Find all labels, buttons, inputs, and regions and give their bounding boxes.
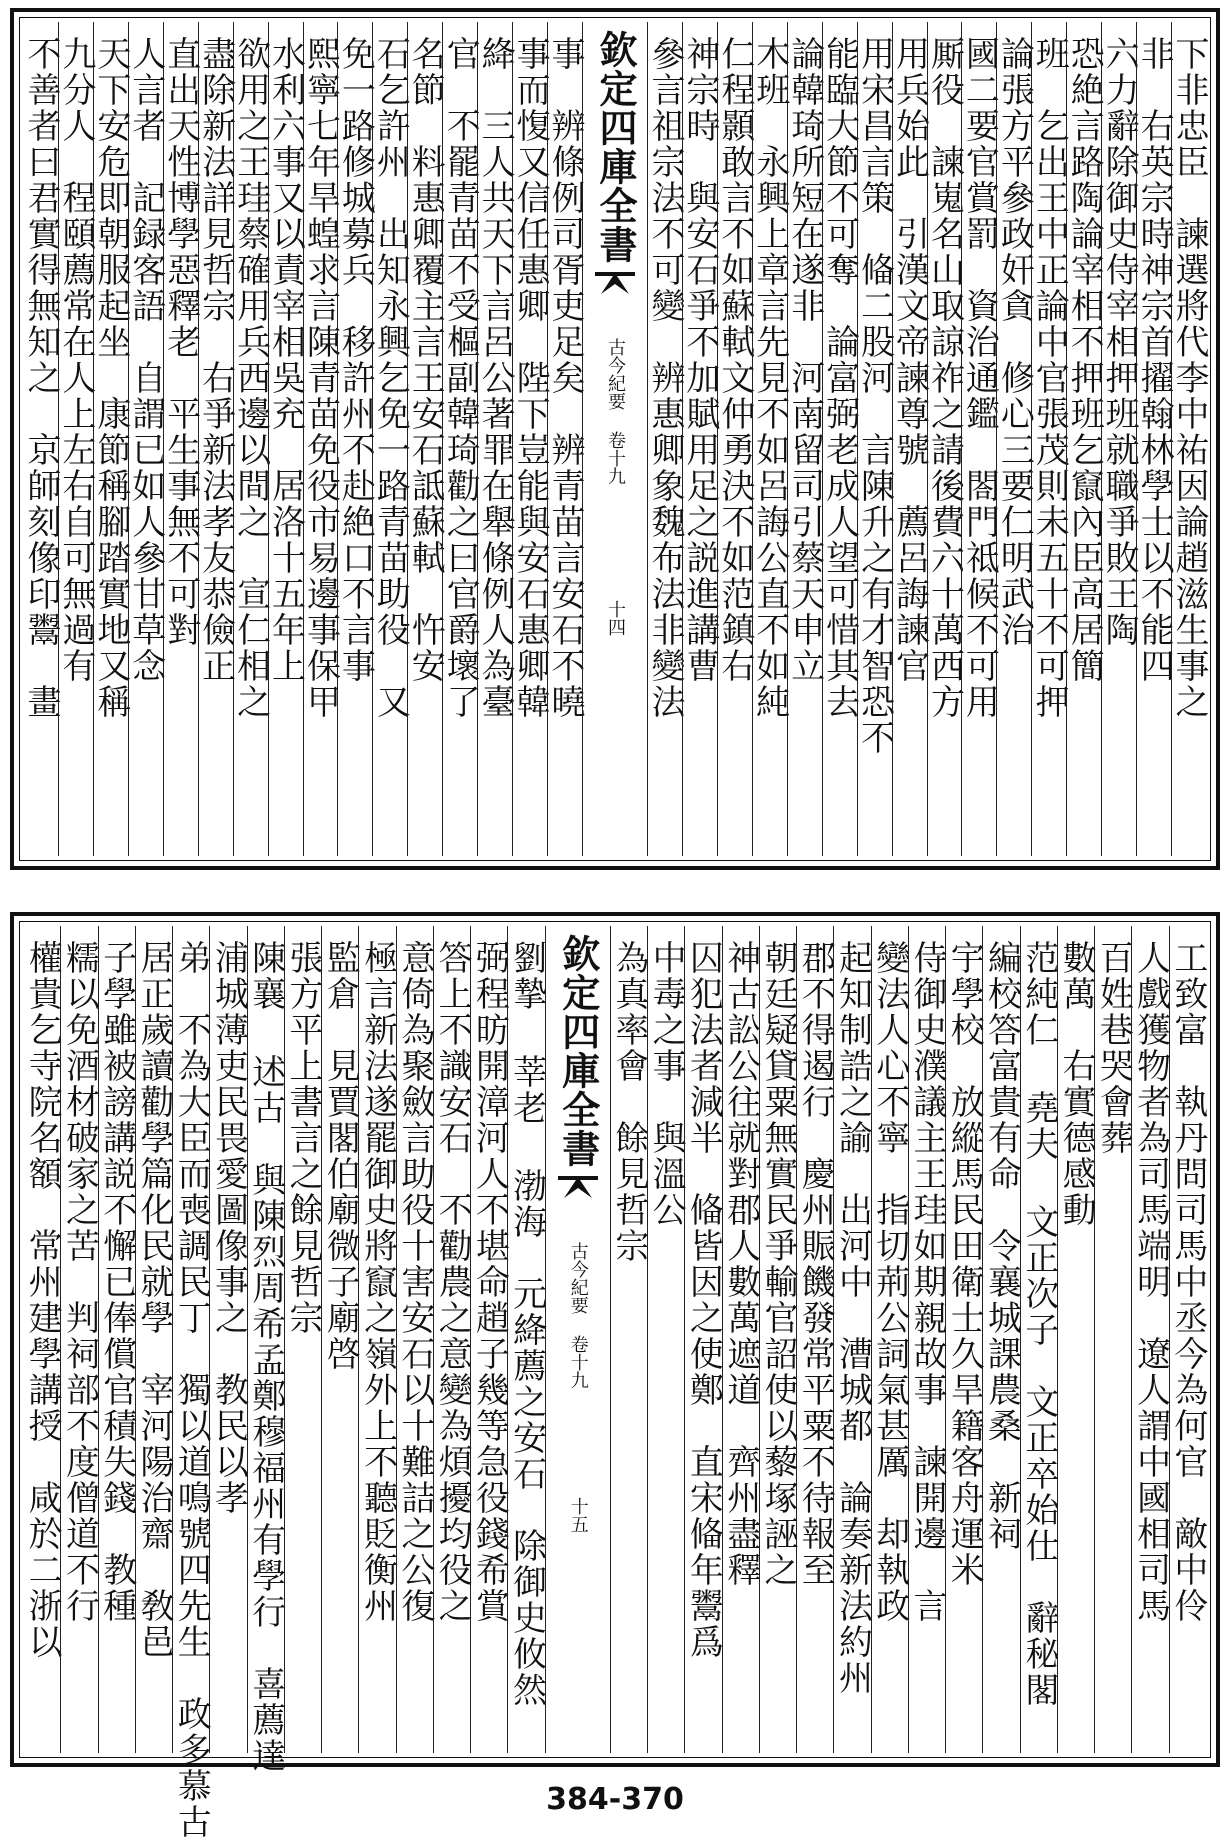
text-column bbox=[959, 22, 1000, 856]
center-fold-column bbox=[582, 22, 647, 856]
column-text: 國二要官賞罰 資治通鑑 閤門祗候不可用 bbox=[959, 36, 1000, 720]
text-column bbox=[357, 926, 398, 1753]
column-text: 張方平上書言之餘見哲宗 bbox=[283, 940, 324, 1336]
text-column bbox=[245, 926, 286, 1774]
column-text: 極言新法遂罷御史將竄之嶺外上不聽貶衡州 bbox=[357, 940, 398, 1624]
text-column bbox=[510, 22, 551, 856]
text-column bbox=[20, 22, 61, 856]
text-column bbox=[335, 22, 376, 856]
text-column bbox=[475, 22, 516, 856]
column-text: 數萬 右實德感動 bbox=[1056, 940, 1097, 1228]
column-text: 木班 永興上章言先見不如呂誨公直不如純 bbox=[749, 36, 790, 720]
column-text: 朝廷疑貸粟無實民爭輸官詔使以藜塚誣之 bbox=[757, 940, 798, 1588]
column-text: 論張方平參政奸貪 修心三要仁明武治 bbox=[994, 36, 1035, 648]
text-column bbox=[610, 926, 647, 1753]
column-text: 范純仁 堯夫 文正次子 文正卒始仕 辭秘閣 bbox=[1018, 940, 1059, 1708]
text-column bbox=[646, 926, 687, 1753]
text-column bbox=[722, 926, 759, 1753]
text-column bbox=[907, 926, 948, 1753]
text-column bbox=[679, 22, 720, 856]
leaf-number: 十五 bbox=[567, 1497, 589, 1533]
text-column bbox=[440, 22, 481, 856]
column-text: 陳襄 述古 與陳烈周希孟鄭穆福州有學行 喜薦達 bbox=[245, 940, 286, 1774]
column-text: 盡除新法詳見哲宗 右爭新法孝友恭儉正 bbox=[195, 36, 236, 684]
text-column bbox=[1064, 22, 1105, 856]
text-column bbox=[889, 22, 930, 856]
column-text: 班 乞出王中正論中官張茂則未五十不可押 bbox=[1029, 36, 1070, 720]
column-text: 下非忠臣 諫選將代李中祐因論趙滋生事之 bbox=[1169, 36, 1210, 720]
text-column bbox=[55, 22, 96, 856]
column-text: 厮役 諫嵬名山取諒祚之請後費六十萬西方 bbox=[924, 36, 965, 720]
column-text: 論韓琦所短在遂非 河南留司引蔡天申立 bbox=[784, 36, 825, 684]
fish-tail-mark-icon bbox=[558, 1176, 598, 1202]
column-text: 神宗時 與安石爭不加賦用足之説進講曹 bbox=[679, 36, 720, 684]
text-column bbox=[469, 926, 510, 1753]
column-text: 能臨大節不可奪 論富弼老成人望可惜其去 bbox=[819, 36, 860, 720]
text-column bbox=[432, 926, 473, 1753]
text-column bbox=[784, 22, 825, 856]
text-column bbox=[1134, 22, 1175, 856]
column-text: 子學雖被謗講説不懈已俸償官積失錢 教種 bbox=[96, 940, 137, 1624]
column-text: 糯以免酒材破家之苦 判祠部不度僧道不行 bbox=[59, 940, 100, 1624]
volume-label: 古今紀要 卷十九 bbox=[605, 338, 626, 485]
fish-tail-mark-icon bbox=[595, 272, 635, 298]
column-text: 權貴乞寺院名額 常州建學講授 咸於二浙以 bbox=[22, 940, 63, 1660]
column-text: 人戲獲物者為司馬端明 遼人謂中國相司馬 bbox=[1130, 940, 1171, 1624]
column-text: 直出天性博學惡釋老 平生事無不可對 bbox=[160, 36, 201, 648]
text-column bbox=[994, 22, 1035, 856]
column-text: 郡不得遏行 慶州賑饑發常平粟不待報至 bbox=[795, 940, 836, 1588]
text-column bbox=[749, 22, 790, 856]
upper-page-columns bbox=[20, 22, 1210, 856]
page-footer-number: 384-370 bbox=[546, 1782, 684, 1817]
text-column bbox=[506, 926, 547, 1753]
column-text: 變法人心不寧 指切荊公詞氣甚厲 却執政 bbox=[869, 940, 910, 1624]
column-text: 居正歲讀勸學篇化民就學 宰河陽治齋 敎邑 bbox=[133, 940, 174, 1660]
column-text: 天下安危即朝服起坐 康節稱腳踏實地又稱 bbox=[90, 36, 131, 720]
column-text: 用兵始此 引漢文帝諫尊號 薦呂誨諫官 bbox=[889, 36, 930, 684]
column-text: 人言者 記録客語 自謂已如人參甘草念 bbox=[125, 36, 166, 684]
text-column bbox=[98, 926, 135, 1753]
text-column bbox=[59, 926, 100, 1753]
column-text: 參言祖宗法不可變 辨惠卿象魏布法非變法 bbox=[644, 36, 685, 720]
column-text: 起知制誥之諭 出河中 漕城都 論奏新法約州 bbox=[832, 940, 873, 1696]
text-column bbox=[1029, 22, 1070, 856]
text-column bbox=[300, 22, 341, 856]
column-text: 非 右英宗時神宗首擢翰林學士以不能四 bbox=[1134, 36, 1175, 684]
column-text: 用宋昌言策 偹二股河 言陳升之有才智恐不 bbox=[854, 36, 895, 756]
text-column bbox=[981, 926, 1022, 1753]
text-column bbox=[230, 22, 271, 856]
column-text: 熙寧七年旱蝗求言陳青苗免役市易邊事保甲 bbox=[300, 36, 341, 720]
column-text: 恐絶言路陶論宰相不押班乞竄內臣高居簡 bbox=[1064, 36, 1105, 684]
column-text: 不善者曰君實得無知之 京師刻像印鬻 畫 bbox=[20, 36, 61, 720]
upper-page bbox=[10, 8, 1220, 870]
text-column bbox=[854, 22, 895, 856]
text-column bbox=[22, 926, 63, 1753]
column-text: 免一路修城募兵 移許州不赴絶口不言事 bbox=[335, 36, 376, 684]
column-text: 官 不罷青苗不受樞副韓琦勸之曰官爵壞了 bbox=[440, 36, 481, 720]
column-text: 宇學校 放縱馬民田衛士久旱籍客舟運米 bbox=[944, 940, 985, 1588]
text-column bbox=[795, 926, 836, 1753]
text-column bbox=[832, 926, 873, 1753]
column-text: 欲用之王珪蔡確用兵西邊以間之 宣仁相之 bbox=[230, 36, 271, 720]
text-column bbox=[683, 926, 724, 1753]
column-text: 百姓巷哭會葬 bbox=[1093, 940, 1134, 1156]
column-text: 弼程昉開漳河人不堪命趙子幾等急役錢希賞 bbox=[469, 940, 510, 1624]
text-column bbox=[125, 22, 166, 856]
text-column bbox=[1093, 926, 1134, 1753]
leaf-number: 十四 bbox=[605, 600, 626, 636]
text-column bbox=[396, 926, 433, 1753]
text-column bbox=[1130, 926, 1171, 1753]
text-column bbox=[545, 22, 586, 856]
text-column bbox=[265, 22, 306, 856]
center-fold-column bbox=[545, 926, 610, 1753]
text-column bbox=[370, 22, 411, 856]
column-text: 絳 三人共天下言呂公著罪在舉條例人為臺 bbox=[475, 36, 516, 720]
text-column bbox=[759, 926, 796, 1753]
column-text: 六力辭除御史侍宰相押班就職爭敗王陶 bbox=[1099, 36, 1140, 648]
book-title: 欽定四庫全書 bbox=[555, 934, 601, 1168]
text-column bbox=[1169, 22, 1210, 856]
text-column bbox=[714, 22, 755, 856]
text-column bbox=[1056, 926, 1097, 1753]
text-column bbox=[1169, 926, 1206, 1753]
text-column bbox=[90, 22, 131, 856]
column-text: 事而愎又信任惠卿 陛下豈能與安石惠卿韓 bbox=[510, 36, 551, 720]
text-column bbox=[819, 22, 860, 856]
text-column bbox=[171, 926, 212, 1840]
text-column bbox=[283, 926, 324, 1753]
column-text: 監倉 見賈閣伯廟微子廟啓 bbox=[320, 940, 361, 1372]
column-text: 編校答富貴有命 令襄城課農桑 新祠 bbox=[981, 940, 1022, 1552]
column-text: 中毒之事 與溫公 bbox=[646, 940, 687, 1228]
column-text: 水利六事又以責宰相吳充 居洛十五年上 bbox=[265, 36, 306, 684]
text-column bbox=[195, 22, 236, 856]
column-text: 九分人 程頤薦常在人上左右自可無過有 bbox=[55, 36, 96, 684]
text-column bbox=[924, 22, 965, 856]
column-text: 石乞許州 出知永興乞免一路青苗助役 又 bbox=[370, 36, 411, 720]
column-text: 名節 料惠卿覆主言王安石詆蘇軾 忤安 bbox=[405, 36, 446, 684]
text-column bbox=[405, 22, 446, 856]
column-text: 意倚為聚斂言助役十害安石以十難詰之公復 bbox=[394, 940, 435, 1624]
column-text: 囚犯法者減半 偹皆因之使鄭 直宋偹年鬻爲 bbox=[683, 940, 724, 1660]
column-text: 工致富 執丹問司馬中丞今為何官 敵中伶 bbox=[1167, 940, 1208, 1624]
column-text: 浦城薄吏民畏愛圖像事之 教民以孝 bbox=[208, 940, 249, 1516]
text-column bbox=[871, 926, 908, 1753]
column-text: 弟 不為大臣而喪調民丁 獨以道鳴號四先生 政多慕古 bbox=[171, 940, 212, 1840]
text-column bbox=[944, 926, 985, 1753]
text-column bbox=[1020, 926, 1057, 1753]
column-text: 仁程顥敢言不如蘇軾文仲勇決不如范鎮右 bbox=[714, 36, 755, 684]
column-text: 事 辨條例司胥吏足矣 辨青苗言安石不曉 bbox=[545, 36, 586, 720]
column-text: 答上不識安石 不勸農之意變為煩擾均役之 bbox=[432, 940, 473, 1624]
column-text: 神古訟公往就對郡人數萬遮道 齊州盡釋 bbox=[720, 940, 761, 1588]
column-text: 劉摯 莘老 渤海 元絳薦之安石 除御史攸然 bbox=[506, 940, 547, 1708]
column-text: 侍御史濮議主王珪如期親故事 諫開邊 言 bbox=[907, 940, 948, 1624]
column-text: 為真率會 餘見哲宗 bbox=[608, 940, 649, 1264]
text-column bbox=[1099, 22, 1140, 856]
text-column bbox=[320, 926, 361, 1753]
book-title: 欽定四庫全書 bbox=[593, 30, 638, 264]
text-column bbox=[160, 22, 201, 856]
text-column bbox=[208, 926, 249, 1753]
volume-label: 古今紀要 卷十九 bbox=[567, 1242, 589, 1389]
text-column bbox=[135, 926, 172, 1753]
text-column bbox=[644, 22, 685, 856]
